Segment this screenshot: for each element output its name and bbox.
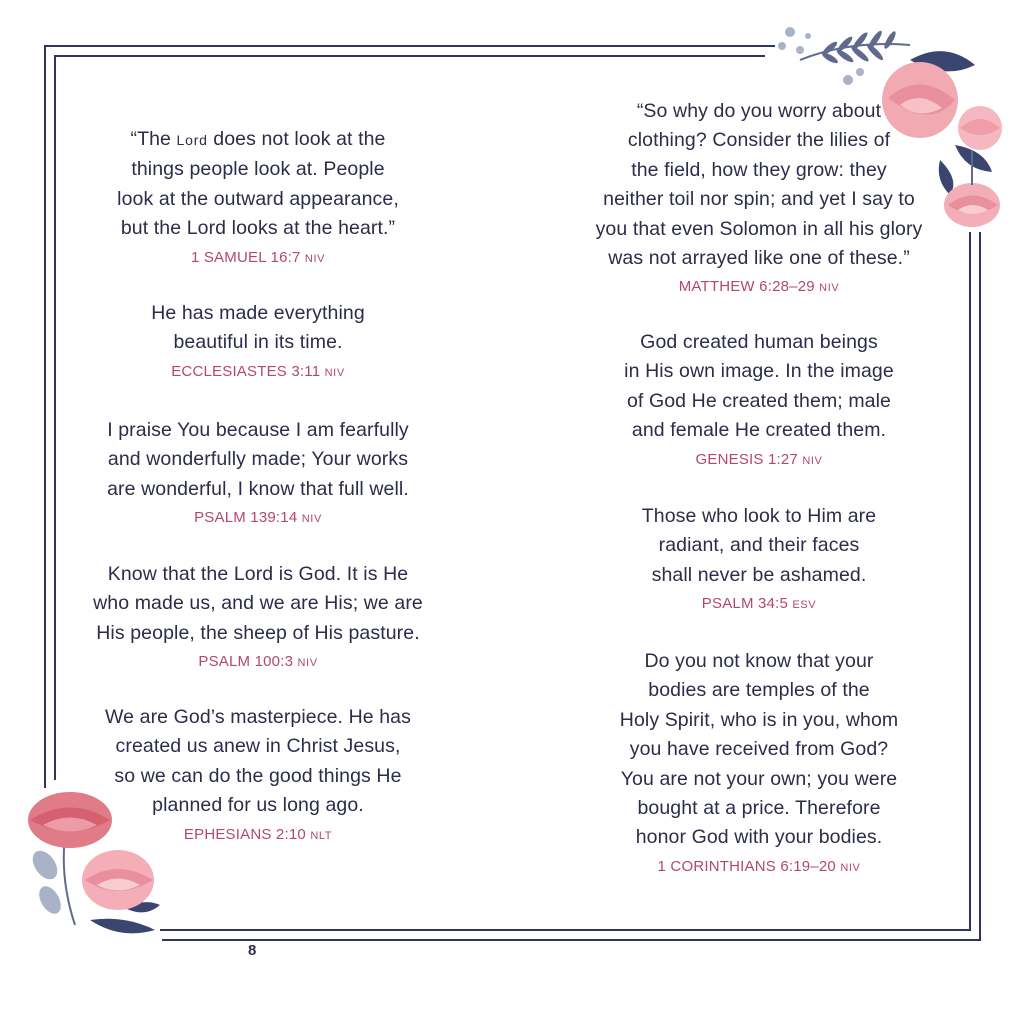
verse-text: Do you not know that your bodies are temples of the Holy Spirit, who is in you, whom you have received from God? You are not your own; you were bought at a price. Therefore honor God with your bodies.	[619, 650, 899, 849]
verse-reference: 1 SAMUEL 16:7 NIV	[190, 248, 326, 266]
verse-block	[70, 416, 446, 529]
lord-smallcaps: Lord	[176, 132, 208, 148]
verse-reference: 1 CORINTHIANS 6:19–20 NIV	[657, 857, 861, 875]
verse-block	[70, 703, 446, 846]
verse-text: Know that the Lord is God. It is He who made us, and we are His; we are His people, the sheep of His pasture.	[93, 563, 423, 644]
verse-text: God created human beings in His own image. In the image of God He created them; male and female He created them.	[624, 331, 894, 442]
verse-reference: MATTHEW 6:28–29 NIV	[678, 278, 840, 296]
page-number: 8	[248, 942, 257, 959]
verse-text: We are God’s masterpiece. He has created us anew in Christ Jesus, so we can do the good things He planned for us long ago.	[105, 706, 411, 817]
verse-text: He has made everything beautiful in its time.	[151, 302, 365, 354]
verse-block	[570, 97, 948, 298]
verse-text: I praise You because I am fearfully and wonderfully made; Your works are wonderful, I know that full well.	[107, 419, 409, 500]
verse-block	[70, 560, 446, 673]
verse-block	[70, 125, 446, 269]
verse-reference: ECCLESIASTES 3:11 NIV	[171, 362, 345, 380]
verse-block	[70, 299, 446, 383]
verse-reference: EPHESIANS 2:10 NLT	[183, 825, 333, 843]
verse-block	[570, 502, 948, 615]
verse-text: “So why do you worry about clothing? Consider the lilies of the field, how they grow: they neither toil nor spin; and yet I say to you that even Solomon in all his glory was not arrayed like one of these.”	[595, 100, 923, 270]
verse-text: “The Lord does not look at the things people look at. People look at the outward appearance, but the Lord looks at the heart.”	[117, 128, 399, 240]
verse-reference: PSALM 34:5 ESV	[701, 595, 817, 613]
verse-text: Those who look to Him are radiant, and their faces shall never be ashamed.	[641, 505, 877, 586]
verse-reference: PSALM 100:3 NIV	[198, 653, 318, 671]
verse-block	[570, 647, 948, 878]
verse-reference: GENESIS 1:27 NIV	[695, 450, 823, 468]
verse-block	[570, 328, 948, 471]
verse-reference: PSALM 139:14 NIV	[194, 509, 322, 527]
